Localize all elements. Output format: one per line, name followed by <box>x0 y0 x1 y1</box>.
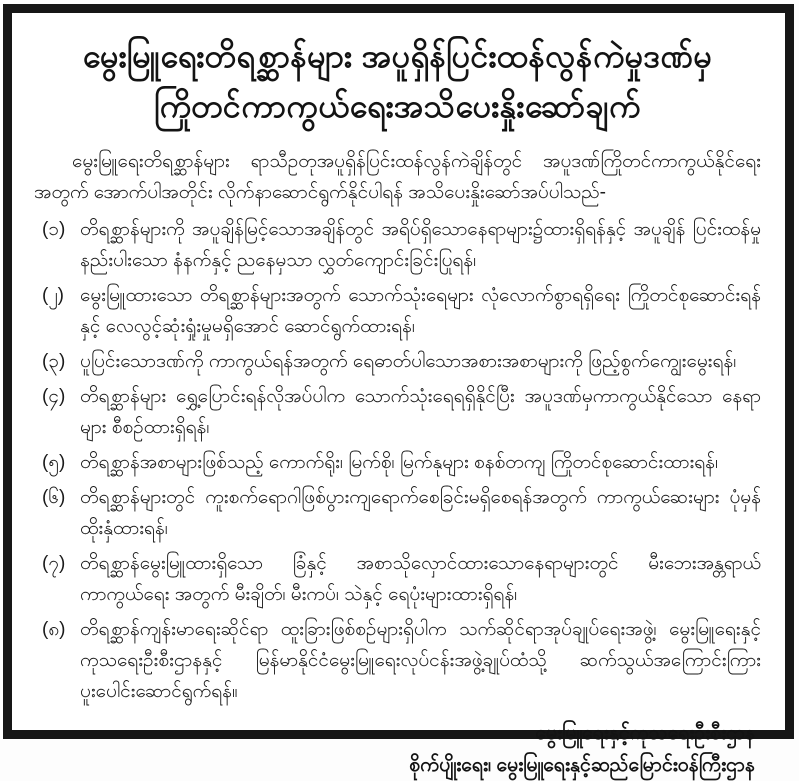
list-item <box>34 548 761 610</box>
signature-ministry: စိုက်ပျိုးရေး၊ မွေးမြူရေးနှင့်ဆည်မြောင်းဝန်ကြီးဌာန <box>409 754 755 776</box>
item-number: (၁) <box>42 219 66 240</box>
intro-paragraph: မွေးမြူရေးတိရစ္ဆာန်များ ရာသီဥတုအပူရှိန်ပြင်းထန်လွန်ကဲချိန်တွင် အပူဒဏ်ကြိုတင်ကာကွယ်နိုင်ရေးအတွက် အောက်ပါအတိုင်း လိုက်နာဆောင်ရွက်နိုင်ပါရန် အသိပေးနှိုးဆော်အပ်ပါသည်- <box>34 151 761 203</box>
list-item <box>34 447 761 478</box>
item-number: (၇) <box>42 553 66 574</box>
item-number: (၈) <box>42 619 66 640</box>
item-text: တိရစ္ဆာန်မွေးမြူထားရှိသော ခြံနှင့် အစာသိုလှောင်ထားသောနေရာများတွင် မီးဘေးအန္တရာယ် ကာကွယ်ရေး အတွက် မီးချိတ်၊ မီးကပ်၊ သဲနှင့် ရေပုံးများထားရှိရန်၊ <box>80 553 761 605</box>
item-text: တိရစ္ဆာန်အစာများဖြစ်သည့် ကောက်ရိုး၊ မြက်စို၊ မြက်နုများ စနစ်တကျ ကြိုတင်စုဆောင်းထားရန်၊ <box>80 452 719 473</box>
list-item <box>34 482 761 544</box>
item-text: မွေးမြူထားသော တိရစ္ဆာန်များအတွက် သောက်သုံးရေများ လုံလောက်စွာရရှိရေး ကြိုတင်စုဆောင်းရန်နှင့် လေလွင့်ဆုံးရှုံးမှုမရှိအောင် ဆောင်ရွက်ထားရန်၊ <box>80 285 761 337</box>
list-item <box>34 346 761 377</box>
item-number: (၄) <box>42 386 66 407</box>
page-title <box>34 31 761 131</box>
signature-department: မွေးမြူရေးနှင့်ကုသရေးဦးစီးဌာန <box>535 722 755 744</box>
item-number: (၃) <box>42 351 66 372</box>
page-title-line-2: ကြိုတင်ကာကွယ်ရေးအသိပေးနှိုးဆော်ချက် <box>154 88 641 124</box>
page-title-line-1: မွေးမြူရေးတိရစ္ဆာန်များ အပူရှိန်ပြင်းထန်လွန်ကဲမှုဒဏ်မှ <box>82 38 713 74</box>
page-border-frame <box>3 4 794 776</box>
list-item <box>34 381 761 443</box>
signature-block <box>34 717 761 781</box>
item-text: တိရစ္ဆာန်များ ရွှေ့ပြောင်းရန်လိုအပ်ပါက သောက်သုံးရေရရှိနိုင်ပြီး အပူဒဏ်မှကာကွယ်နိုင်သော နေရာများ စီစဉ်ထားရှိရန်၊ <box>80 386 761 438</box>
item-text: တိရစ္ဆာန်ကျန်းမာရေးဆိုင်ရာ ထူးခြားဖြစ်စဉ်များရှိပါက သက်ဆိုင်ရာအုပ်ချုပ်ရေးအဖွဲ့၊ မွေးမြူရေးနှင့် ကုသရေးဦးစီးဌာနနှင့် မြန်မာနိုင်ငံမွေးမြူရေးလုပ်ငန်းအဖွဲ့ချုပ်ထံသို့ ဆက်သွယ်အကြောင်းကြား ပူးပေါင်းဆောင်ရွက်ရန်။ <box>80 619 761 702</box>
item-text: တိရစ္ဆာန်များကို အပူချိန်မြင့်သောအချိန်တွင် အရိပ်ရှိသောနေရာများ၌ထားရှိရန်နှင့် အပူချိန် ပြင်းထန်မှု နည်းပါးသော နံနက်နှင့် ညနေမှသာ လွှတ်ကျောင်းခြင်းပြုရန်၊ <box>80 219 761 271</box>
notice-list <box>34 214 761 707</box>
item-text: တိရစ္ဆာန်များတွင် ကူးစက်ရောဂါဖြစ်ပွားကျရောက်စေခြင်းမရှိစေရန်အတွက် ကာကွယ်ဆေးများ ပုံမှန်ထိုးနှံထားရန်၊ <box>80 487 761 539</box>
list-item <box>34 614 761 707</box>
list-item <box>34 280 761 342</box>
item-number: (၂) <box>42 285 64 306</box>
list-item <box>34 214 761 276</box>
item-number: (၆) <box>42 487 66 508</box>
item-text: ပူပြင်းသောဒဏ်ကို ကာကွယ်ရန်အတွက် ရေဓာတ်ပါသောအစားအစာများကို ဖြည့်စွက်ကျွေးမွေးရန်၊ <box>80 351 737 372</box>
item-number: (၅) <box>42 452 66 473</box>
